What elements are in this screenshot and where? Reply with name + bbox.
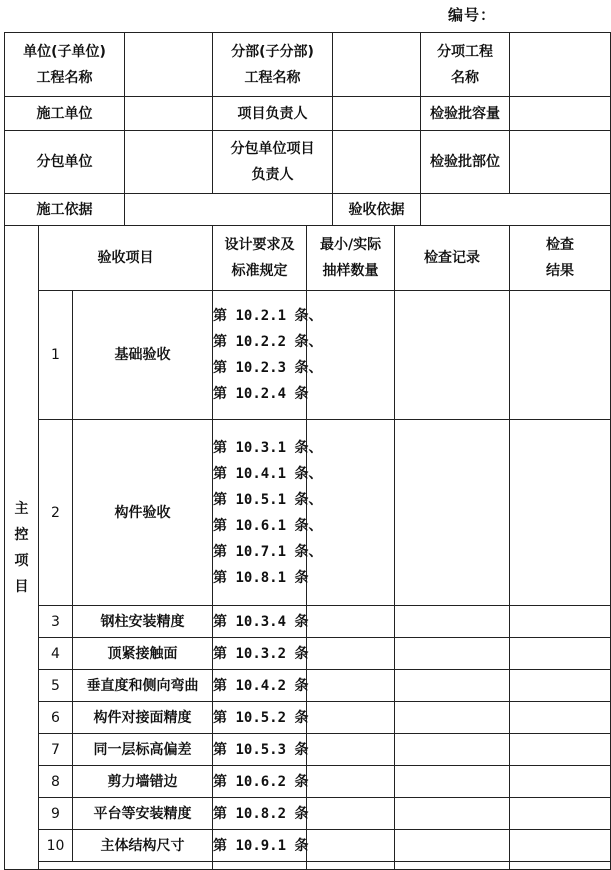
table-row <box>5 830 611 862</box>
table-row <box>5 420 611 606</box>
batch-capacity-value[interactable] <box>510 97 611 131</box>
row-design-refs: 第 10.6.2 条 <box>213 766 307 798</box>
sub-manager-value[interactable] <box>333 131 421 194</box>
row-number: 9 <box>39 798 73 830</box>
row-item-name: 构件对接面精度 <box>73 702 213 734</box>
row-item-name: 构件验收 <box>73 420 213 606</box>
row-design-refs: 第 10.8.2 条 <box>213 798 307 830</box>
subcontractor-label: 分包单位 <box>5 131 125 194</box>
row-result-cell[interactable] <box>510 670 611 702</box>
construction-basis-value[interactable] <box>125 194 333 226</box>
row-record-cell[interactable] <box>395 670 510 702</box>
row-number: 1 <box>39 291 73 420</box>
row-sample-cell[interactable] <box>307 734 395 766</box>
col-acceptance-item: 验收项目 <box>39 226 213 291</box>
row-number: 8 <box>39 766 73 798</box>
table-row <box>5 606 611 638</box>
header-row-4 <box>5 194 611 226</box>
row-number: 5 <box>39 670 73 702</box>
table-row <box>5 291 611 420</box>
row-sample-cell[interactable] <box>307 798 395 830</box>
row-number: 10 <box>39 830 73 862</box>
row-record-cell[interactable] <box>395 606 510 638</box>
row-result-cell[interactable] <box>510 638 611 670</box>
main-control-items-label: 主 控 项 目 <box>5 226 39 870</box>
row-number: 2 <box>39 420 73 606</box>
row-design-refs: 第 10.9.1 条 <box>213 830 307 862</box>
column-header-row <box>5 226 611 291</box>
row-item-name: 顶紧接触面 <box>73 638 213 670</box>
row-item-name: 基础验收 <box>73 291 213 420</box>
row-design-refs: 第 10.3.4 条 <box>213 606 307 638</box>
row-design-refs: 第 10.4.2 条 <box>213 670 307 702</box>
row-record-cell[interactable] <box>395 830 510 862</box>
table-row <box>5 798 611 830</box>
row-result-cell[interactable] <box>510 830 611 862</box>
row-sample-cell[interactable] <box>307 670 395 702</box>
batch-location-label: 检验批部位 <box>421 131 510 194</box>
row-result-cell[interactable] <box>510 291 611 420</box>
row-record-cell[interactable] <box>395 734 510 766</box>
col-inspection-record: 检查记录 <box>395 226 510 291</box>
table-row <box>5 766 611 798</box>
row-record-cell[interactable] <box>395 766 510 798</box>
row-result-cell[interactable] <box>510 420 611 606</box>
row-number: 4 <box>39 638 73 670</box>
row-record-cell[interactable] <box>395 798 510 830</box>
row-record-cell[interactable] <box>395 420 510 606</box>
row-sample-cell[interactable] <box>307 830 395 862</box>
row-design-refs: 第 10.5.2 条 <box>213 702 307 734</box>
construction-unit-value[interactable] <box>125 97 213 131</box>
batch-location-value[interactable] <box>510 131 611 194</box>
row-result-cell[interactable] <box>510 606 611 638</box>
row-item-name: 钢柱安装精度 <box>73 606 213 638</box>
col-inspection-result: 检查 结果 <box>510 226 611 291</box>
row-number: 3 <box>39 606 73 638</box>
row-sample-cell[interactable] <box>307 702 395 734</box>
serial-number-label: 编号： <box>448 6 497 24</box>
col-design-requirement: 设计要求及 标准规定 <box>213 226 307 291</box>
col-sample-quantity: 最小/实际 抽样数量 <box>307 226 395 291</box>
subitem-name-label: 分项工程 名称 <box>421 33 510 97</box>
row-item-name: 平台等安装精度 <box>73 798 213 830</box>
header-row-2 <box>5 97 611 131</box>
division-name-label: 分部(子分部) 工程名称 <box>213 33 333 97</box>
row-record-cell[interactable] <box>395 291 510 420</box>
row-item-name: 垂直度和侧向弯曲 <box>73 670 213 702</box>
acceptance-basis-value[interactable] <box>421 194 611 226</box>
inspection-form <box>4 32 611 870</box>
row-design-refs: 第 10.2.1 条、 第 10.2.2 条、 第 10.2.3 条、 第 10.2.4 条 <box>213 291 307 420</box>
row-design-refs: 第 10.3.1 条、 第 10.4.1 条、 第 10.5.1 条、 第 10.6.1 条、 第 10.7.1 条、 第 10.8.1 条 <box>213 420 307 606</box>
row-item-name: 剪力墙错边 <box>73 766 213 798</box>
unit-name-value[interactable] <box>125 33 213 97</box>
subcontractor-value[interactable] <box>125 131 213 194</box>
unit-name-label: 单位(子单位) 工程名称 <box>5 33 125 97</box>
table-continuation-row <box>5 862 611 870</box>
row-item-name: 同一层标高偏差 <box>73 734 213 766</box>
acceptance-basis-label: 验收依据 <box>333 194 421 226</box>
sub-manager-label: 分包单位项目 负责人 <box>213 131 333 194</box>
row-result-cell[interactable] <box>510 798 611 830</box>
row-record-cell[interactable] <box>395 702 510 734</box>
row-record-cell[interactable] <box>395 638 510 670</box>
row-design-refs: 第 10.3.2 条 <box>213 638 307 670</box>
table-row <box>5 734 611 766</box>
construction-basis-label: 施工依据 <box>5 194 125 226</box>
header-row-1 <box>5 33 611 97</box>
construction-unit-label: 施工单位 <box>5 97 125 131</box>
row-number: 7 <box>39 734 73 766</box>
table-row <box>5 702 611 734</box>
row-result-cell[interactable] <box>510 766 611 798</box>
row-result-cell[interactable] <box>510 734 611 766</box>
table-row <box>5 670 611 702</box>
row-design-refs: 第 10.5.3 条 <box>213 734 307 766</box>
row-sample-cell[interactable] <box>307 638 395 670</box>
table-row <box>5 638 611 670</box>
header-row-3 <box>5 131 611 194</box>
project-manager-value[interactable] <box>333 97 421 131</box>
form-body <box>5 33 611 870</box>
row-sample-cell[interactable] <box>307 606 395 638</box>
row-number: 6 <box>39 702 73 734</box>
batch-capacity-label: 检验批容量 <box>421 97 510 131</box>
row-item-name: 主体结构尺寸 <box>73 830 213 862</box>
row-result-cell[interactable] <box>510 702 611 734</box>
division-name-value[interactable] <box>333 33 421 97</box>
project-manager-label: 项目负责人 <box>213 97 333 131</box>
row-sample-cell[interactable] <box>307 766 395 798</box>
subitem-name-value[interactable] <box>510 33 611 97</box>
